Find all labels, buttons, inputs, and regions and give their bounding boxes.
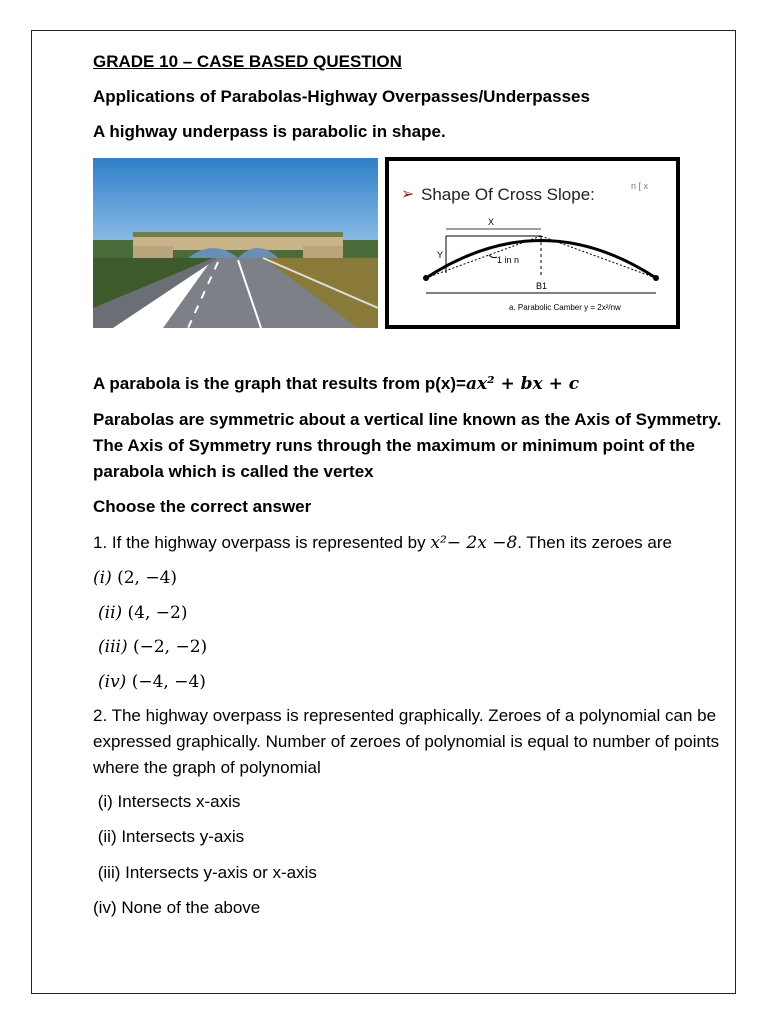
- svg-text:➢: ➢: [401, 186, 415, 203]
- symmetry-paragraph: Parabolas are symmetric about a vertical line known as the Axis of Symmetry. The Axis of Symmetry runs through the maximum or minimum point of the parabola which is called the vertex: [93, 410, 722, 481]
- q1-expression: x²− 2x −8: [430, 533, 518, 553]
- label-y: Y: [437, 250, 444, 260]
- q1-suffix: . Then its zeroes are: [517, 533, 672, 552]
- q2-option-iii: (iii) Intersects y-axis or x-axis: [93, 863, 317, 882]
- diagram-title: Shape Of Cross Slope:: [421, 185, 595, 204]
- q1-option-iii: (iii) (−2, −2): [98, 637, 208, 657]
- instruction: Choose the correct answer: [93, 497, 312, 516]
- cross-slope-diagram: [385, 157, 680, 329]
- definition-formula: ax² + bx + c: [465, 374, 580, 394]
- q2-option-i: (i) Intersects x-axis: [93, 792, 241, 811]
- q1-option-iv: (iv) (−4, −4): [98, 672, 206, 692]
- q1-option-ii: (ii) (4, −2): [98, 603, 188, 623]
- q1-prefix: 1. If the highway overpass is represented by: [93, 533, 426, 552]
- question-1: [93, 533, 672, 553]
- intro-text: A highway underpass is parabolic in shape.: [93, 122, 446, 141]
- definition-prefix: A parabola is the graph that results from p(x)=: [93, 374, 466, 393]
- highway-overpass-photo: [93, 158, 378, 328]
- diagram-caption: a. Parabolic Camber y = 2x²/nw: [509, 303, 621, 312]
- parabola-definition: [93, 374, 579, 394]
- label-x: X: [488, 217, 495, 227]
- grade-title: GRADE 10 – CASE BASED QUESTION: [93, 52, 402, 71]
- subtitle: Applications of Parabolas-Highway Overpasses/Underpasses: [93, 87, 590, 106]
- question-2: 2. The highway overpass is represented graphically. Zeroes of a polynomial can be expressed graphically. Number of zeroes of polynomial is equal to number of points where the graph of polynomial: [93, 706, 720, 777]
- label-b1: B1: [536, 281, 548, 291]
- q2-option-iv: (iv) None of the above: [93, 898, 261, 917]
- q2-option-ii: (ii) Intersects y-axis: [93, 827, 245, 846]
- corner-mark: n [ x: [631, 181, 649, 191]
- q1-option-i: (i) (2, −4): [93, 568, 178, 588]
- label-1inn: 1 in n: [497, 255, 520, 265]
